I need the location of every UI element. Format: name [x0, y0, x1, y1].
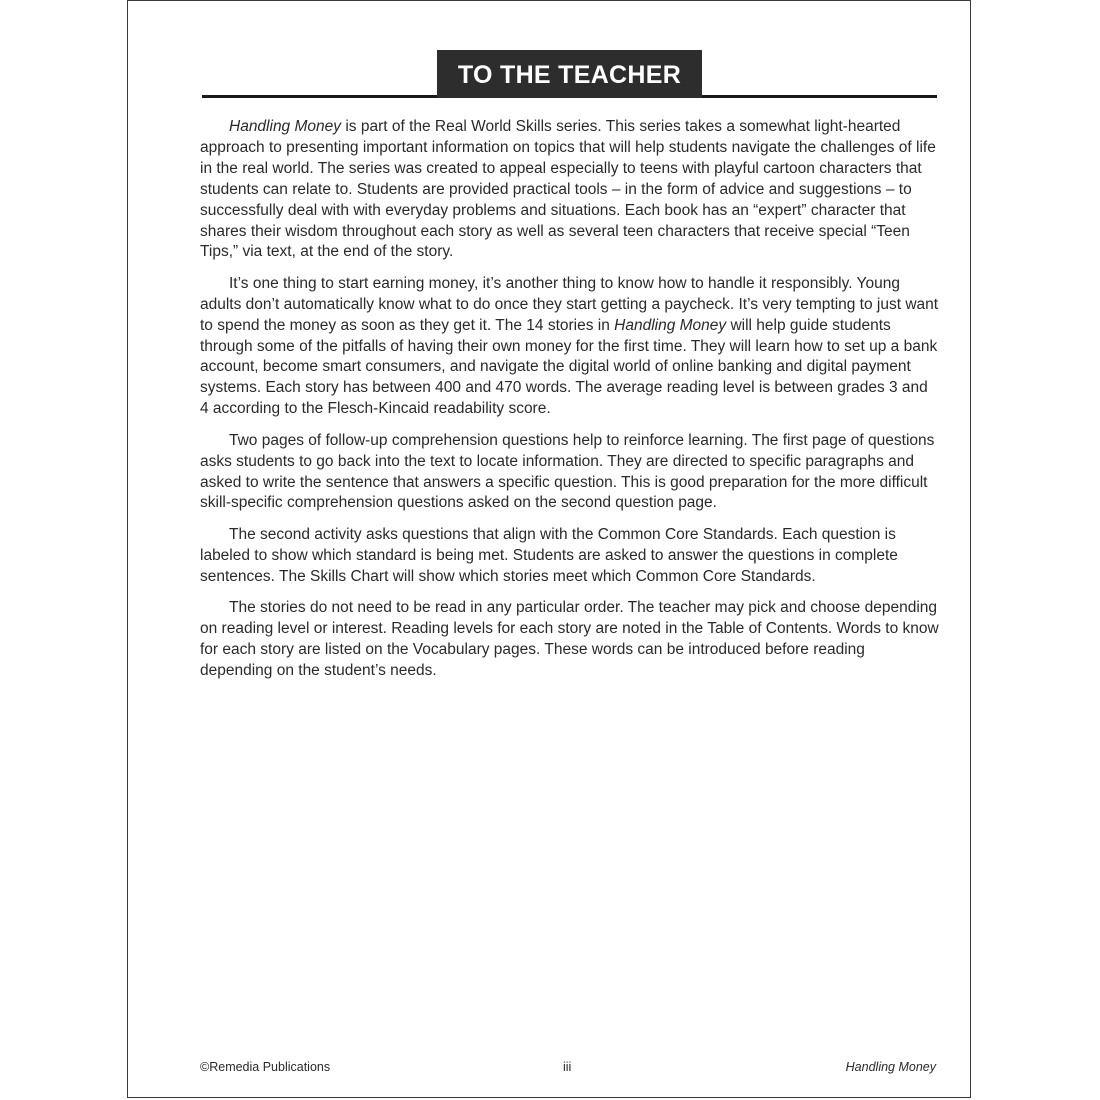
paragraph-text: The second activity asks questions that align with the Common Core Standards. Each question is labeled to show which standard is being met. Students are asked to answer the questions in complete sentences. The Skills Chart will show which stories meet which Common Core Standards. — [200, 525, 898, 585]
paragraph-3 — [200, 431, 940, 515]
paragraph-1 — [200, 117, 940, 263]
book-title-italic: Handling Money — [614, 316, 727, 334]
paragraph-5 — [200, 598, 940, 682]
footer-page-number: iii — [563, 1060, 572, 1074]
page-title — [437, 50, 702, 98]
body-text — [200, 117, 940, 692]
paragraph-text: It’s one thing to start earning money, it’s another thing to know how to handle it responsibly. Young adults don’t automatically know what to do once they start getting a paycheck. It’s very tempting to just want to spend the money as soon as they get it. The 14 stories in — [200, 274, 939, 334]
paragraph-text: will help guide students through some of the pitfalls of having their own money for the first time. They will learn how to set up a bank account, become smart consumers, and navigate the digital world of online banking and digital payment systems. Each story has between 400 and 470 words. The average reading level is between grades 3 and 4 according to the Flesch-Kincaid readability score. — [200, 316, 938, 418]
paragraph-text: The stories do not need to be read in any particular order. The teacher may pick and choose depending on reading level or interest. Reading levels for each story are noted in the Table of Contents. Words to know for each story are listed on the Vocabulary pages. These words can be introduced before reading depending on the student’s needs. — [200, 599, 939, 679]
paragraph-4 — [200, 525, 940, 588]
footer-book-title: Handling Money — [845, 1060, 936, 1074]
footer-publisher: ©Remedia Publications — [200, 1060, 331, 1074]
page-title-text: TO THE TEACHER — [457, 60, 682, 89]
paragraph-2 — [200, 274, 940, 420]
paragraph-text: is part of the Real World Skills series. This series takes a somewhat light-hearted approach to presenting important information on topics that will help students navigate the challenges of life in the real world. The series was created to appeal especially to teens with playful cartoon characters that students can relate to. Students are provided practical tools – in the form of advice and suggestions – to successfully deal with with everyday problems and situations. Each book has an “expert” character that shares their wisdom throughout each story as well as several teen characters that receive special “Teen Tips,” via text, at the end of the story. — [200, 118, 936, 261]
paragraph-text: Two pages of follow-up comprehension questions help to reinforce learning. The first page of questions asks students to go back into the text to locate information. They are directed to specific paragraphs and asked to write the sentence that answers a specific question. This is good preparation for the more difficult skill-specific comprehension questions asked on the second question page. — [200, 431, 935, 512]
book-title-italic: Handling Money — [229, 118, 342, 135]
